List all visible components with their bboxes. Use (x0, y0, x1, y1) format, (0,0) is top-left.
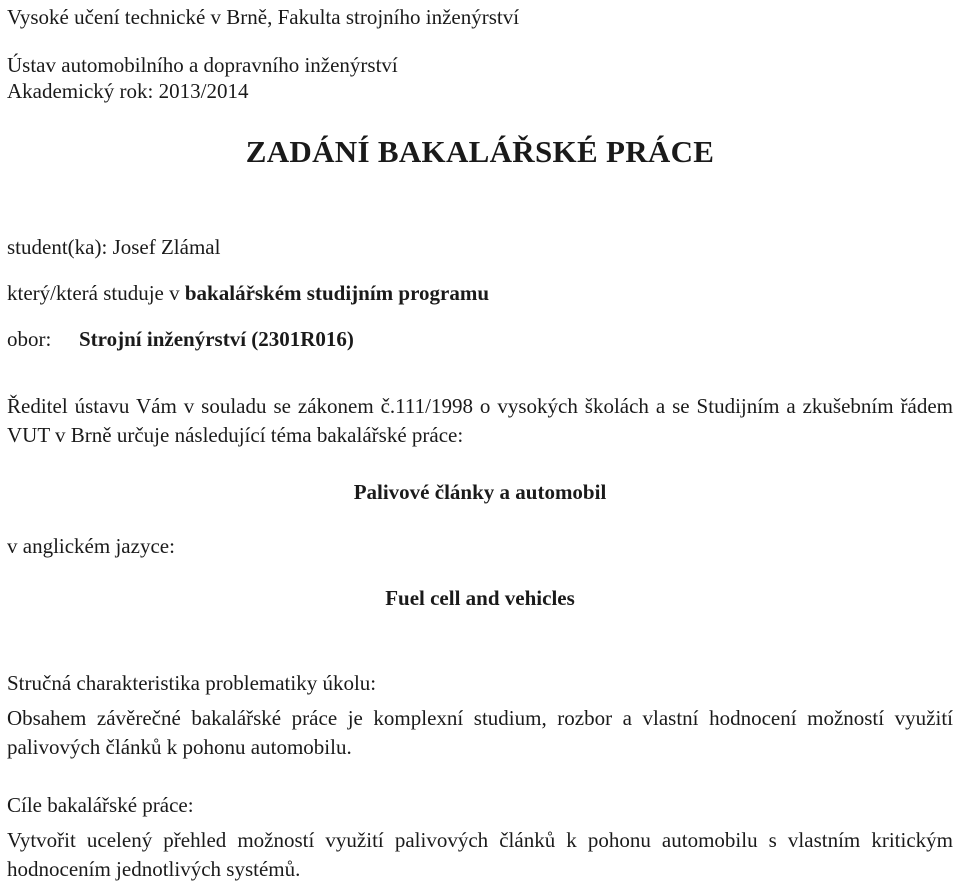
program-name: bakalářském studijním programu (184, 281, 490, 305)
page-title: ZADÁNÍ BAKALÁŘSKÉ PRÁCE (245, 134, 715, 169)
topic-english: Fuel cell and vehicles (385, 586, 575, 610)
academic-year-line: Akademický rok: 2013/2014 (7, 79, 249, 103)
student-name: Josef Zlámal (112, 235, 221, 259)
intro-paragraph: Ředitel ústavu Vám v souladu se zákonem č.111/1998 o vysokých školách a se Studijním a zkušebním řádem VUT v Brně určuje následující téma bakalářské práce: (7, 394, 953, 447)
field-line (7, 326, 354, 352)
student-label: student(ka): (7, 235, 108, 259)
field-label: obor: (7, 327, 52, 351)
institution-line: Vysoké učení technické v Brně, Fakulta strojního inženýrství (7, 5, 520, 29)
goals-text: Vytvořit ucelený přehled možností využití palivových článků k pohonu automobilu s vlastním kritickým hodnocením jednotlivých systémů. (7, 828, 953, 881)
program-prefix: který/která studuje v (7, 281, 180, 305)
goals-heading: Cíle bakalářské práce: (7, 793, 194, 817)
department-line: Ústav automobilního a dopravního inženýrství (7, 53, 398, 77)
student-line (7, 234, 220, 260)
english-label: v anglickém jazyce: (7, 534, 175, 558)
topic-czech: Palivové články a automobil (353, 480, 607, 504)
field-name: Strojní inženýrství (2301R016) (79, 327, 354, 351)
characteristics-text: Obsahem závěrečné bakalářské práce je komplexní studium, rozbor a vlastní hodnocení možností využití palivových článků k pohonu automobilu. (7, 706, 953, 759)
characteristics-heading: Stručná charakteristika problematiky úkolu: (7, 671, 377, 695)
program-line (7, 280, 489, 306)
